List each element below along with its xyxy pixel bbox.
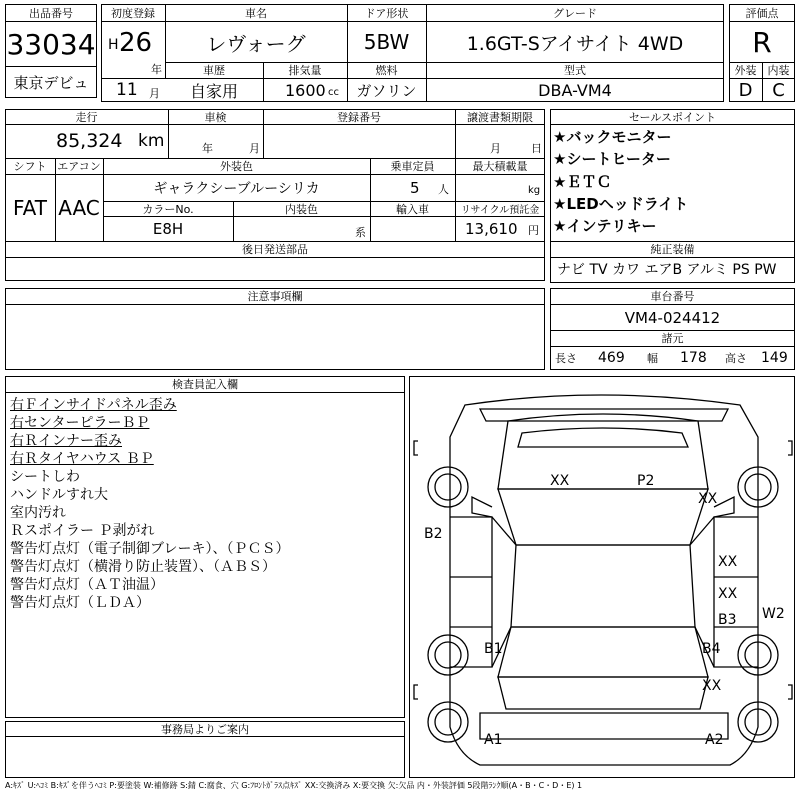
lot-label: 出品番号 — [29, 6, 73, 20]
inspector-note: ハンドルすれ大 — [10, 487, 108, 503]
interior-color-unit: 系 — [355, 226, 366, 239]
damage-mark: B4 — [702, 641, 721, 657]
damage-mark: B2 — [424, 526, 443, 542]
width-label: 幅 — [647, 352, 658, 365]
inspector-note: 警告灯点灯（横滑り防止装置）、（ＡＢＳ） — [10, 559, 276, 575]
displacement: 1600 — [285, 81, 326, 100]
fuel-label: 燃料 — [375, 64, 398, 77]
car-name: レヴォーグ — [206, 31, 306, 56]
door-label: ドア形状 — [364, 6, 409, 20]
mileage-label: 走行 — [75, 110, 98, 124]
color-no: E8H — [152, 220, 184, 238]
ac-label: エアコン — [57, 160, 101, 173]
inspector-label: 検査員記入欄 — [172, 378, 238, 391]
score: R — [752, 25, 772, 59]
max-load-unit: kg — [528, 185, 541, 196]
damage-mark: XX — [698, 491, 718, 507]
exterior-label: 外装 — [734, 64, 757, 77]
color-label: 外装色 — [220, 160, 253, 173]
transfer-month-unit: 月 — [490, 142, 501, 155]
reg-month: 11 — [116, 80, 138, 100]
mileage: 85,324 — [56, 130, 123, 152]
score-label: 評価点 — [745, 6, 779, 20]
length-label: 長さ — [555, 352, 577, 365]
grade: 1.6GT-Sアイサイト 4WD — [466, 32, 684, 55]
equipment-label: 純正装備 — [650, 243, 695, 256]
office-label: 事務局よりご案内 — [161, 722, 249, 736]
first-reg-label: 初度登録 — [111, 6, 155, 20]
inspector-note: 右Ｆインサイドパネル歪み — [10, 397, 177, 413]
damage-mark: XX — [718, 554, 738, 570]
transfer-doc-label: 譲渡書類期限 — [467, 110, 533, 124]
car-outline-icon — [410, 377, 796, 779]
damage-mark: B1 — [484, 641, 503, 657]
reg-year: 26 — [119, 28, 153, 58]
inspector-note: Ｒスポイラー Ｐ剥がれ — [10, 523, 155, 539]
sales-point-item: ★LEDヘッドライト — [553, 195, 689, 213]
interior-color-label: 内装色 — [285, 202, 318, 216]
capacity-unit: 人 — [438, 183, 449, 196]
reg-month-unit: 月 — [149, 87, 160, 100]
interior-score: C — [772, 80, 785, 101]
caution-label: 注意事項欄 — [247, 290, 303, 303]
grade-label: グレード — [553, 6, 597, 20]
color-no-label: カラーNo. — [142, 202, 194, 216]
door-type: 5BW — [363, 30, 410, 54]
displacement-unit: cc — [328, 87, 339, 98]
car-diagram — [409, 376, 795, 778]
inspector-note: 警告灯点灯（電子制御ブレーキ）、（ＰＣＳ） — [10, 541, 290, 557]
inspector-note: 警告灯点灯（ＬＤＡ） — [10, 595, 150, 611]
dims-label: 諸元 — [661, 332, 684, 345]
fuel: ガソリン — [356, 82, 417, 100]
venue: 東京デビュ — [13, 73, 89, 92]
chassis-number: VM4-024412 — [624, 308, 721, 327]
transfer-day-unit: 日 — [531, 142, 542, 155]
later-parts-label: 後日発送部品 — [242, 243, 308, 256]
inspector-note: 右Ｒタイヤハウス ＢＰ — [10, 451, 154, 467]
length: 469 — [598, 350, 625, 366]
mileage-unit: km — [138, 131, 165, 151]
sales-points-label: セールスポイント — [628, 110, 716, 124]
height-label: 高さ — [725, 352, 747, 365]
inspector-note: 室内汚れ — [10, 505, 66, 521]
damage-mark: P2 — [637, 473, 655, 489]
damage-mark: B3 — [718, 612, 737, 628]
width: 178 — [680, 350, 707, 366]
damage-mark: W2 — [762, 606, 785, 622]
inspector-note: シートしわ — [10, 469, 80, 485]
ac: AAC — [58, 196, 100, 220]
exterior-score: D — [738, 80, 753, 101]
sales-point-item: ★シートヒーター — [553, 150, 671, 168]
history-label: 車歴 — [203, 64, 225, 77]
inspector-note: 警告灯点灯（ＡＴ油温） — [10, 577, 164, 593]
sales-point-item: ★ＥＴＣ — [553, 173, 612, 191]
damage-mark: A1 — [484, 732, 503, 748]
damage-mark: XX — [718, 586, 738, 602]
lot-number: 33034 — [6, 27, 96, 61]
capacity-label: 乗車定員 — [390, 160, 435, 173]
max-load-label: 最大積載量 — [472, 160, 528, 173]
history: 自家用 — [189, 82, 238, 101]
car-name-label: 車名 — [245, 6, 267, 20]
capacity: 5 — [410, 179, 420, 197]
model-label: 型式 — [564, 64, 586, 77]
shift: FAT — [12, 196, 47, 220]
inspection-label: 車検 — [204, 110, 227, 124]
color: ギャラクシーブルーシリカ — [153, 181, 320, 197]
chassis-label: 車台番号 — [650, 290, 695, 303]
damage-mark: XX — [702, 678, 722, 694]
reg-number-label: 登録番号 — [337, 110, 381, 124]
inspection-month-unit: 月 — [249, 142, 260, 155]
import-label: 輸入車 — [396, 202, 429, 216]
legend-footer: A:ｷｽﾞ U:ﾍｺﾐ B:ｷｽﾞを伴うﾍｺﾐ P:要塗装 W:補修跡 S:錆 C:腐食、穴 G:ﾌﾛﾝﾄｶﾞﾗｽ点ｷｽﾞ XX:交換済み X:要交換 欠:欠品 内・外装評価 5段階ﾗﾝｸ順(A・B・C・D・E) 1 — [5, 781, 583, 790]
era: H — [108, 37, 119, 53]
displacement-label: 排気量 — [288, 64, 322, 77]
equipment: ナビ TV カワ エアB アルミ PS PW — [557, 262, 777, 278]
model: DBA-VM4 — [538, 81, 612, 100]
recycle-label: リサイクル預託金 — [460, 205, 540, 216]
damage-mark: XX — [550, 473, 570, 489]
height: 149 — [761, 350, 788, 366]
sales-point-item: ★バックモニター — [553, 128, 672, 146]
recycle: 13,610 — [465, 220, 518, 238]
inspection-year-unit: 年 — [202, 142, 213, 155]
recycle-unit: 円 — [528, 224, 539, 237]
interior-label: 内装 — [767, 64, 790, 77]
reg-year-unit: 年 — [151, 63, 162, 76]
shift-label: シフト — [13, 160, 47, 173]
inspector-note: 右センターピラーＢＰ — [10, 415, 150, 431]
inspector-note: 右Ｒインナー歪み — [10, 433, 122, 449]
sales-point-item: ★インテリキー — [553, 217, 657, 235]
damage-mark: A2 — [705, 732, 724, 748]
